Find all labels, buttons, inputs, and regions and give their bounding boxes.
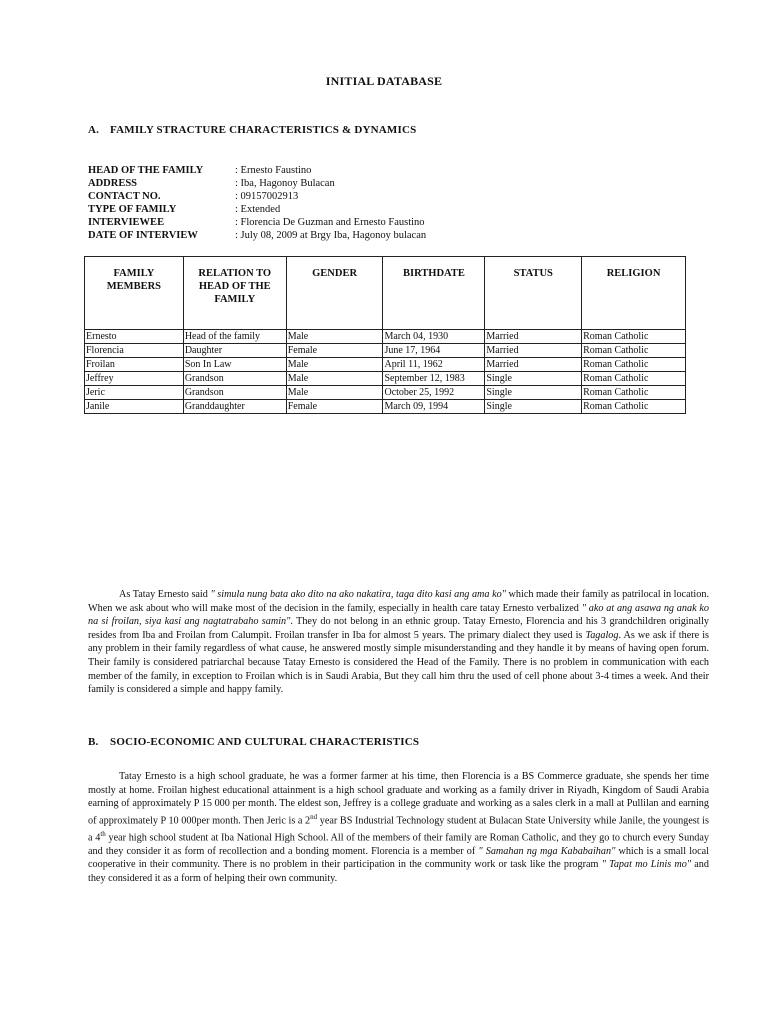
column-header: STATUS: [485, 257, 582, 330]
info-row: [88, 177, 426, 190]
table-cell: Married: [485, 344, 582, 358]
info-label: TYPE OF FAMILY: [88, 204, 177, 215]
column-header: FAMILY MEMBERS: [85, 257, 184, 330]
section-a-title: FAMILY STRACTURE CHARACTERISTICS & DYNAMICS: [110, 124, 417, 136]
table-cell: Roman Catholic: [582, 358, 686, 372]
text-run: . They do not belong in an ethnic group. Tatay Ernesto, Florencia and his 3 grandchildren originally resides from Iba and Froilan from Calumpit. Froilan transfer in Iba for almost 5 years. The primary dialect they used is: [88, 616, 710, 641]
table-cell: Male: [286, 386, 383, 400]
section-a-letter: A.: [88, 124, 100, 136]
table-cell: Female: [286, 400, 383, 414]
table-cell: Janile: [85, 400, 184, 414]
table-cell: Female: [286, 344, 383, 358]
table-cell: Roman Catholic: [582, 330, 686, 344]
info-row: [88, 216, 426, 229]
section-a-heading: [88, 124, 416, 136]
text-run: and they considered it as a form of helping their own community.: [88, 859, 709, 884]
table-cell: Jeffrey: [85, 372, 184, 386]
section-b-title: SOCIO-ECONOMIC AND CULTURAL CHARACTERISTICS: [110, 736, 420, 748]
family-members-table: [84, 256, 686, 414]
section-b-heading: [88, 736, 419, 748]
table-cell: Married: [485, 358, 582, 372]
table-cell: Froilan: [85, 358, 184, 372]
info-row: [88, 229, 426, 242]
column-header: RELIGION: [582, 257, 686, 330]
info-label: DATE OF INTERVIEW: [88, 230, 198, 241]
table-cell: Ernesto: [85, 330, 184, 344]
text-run: which is a small local cooperative in their community. There is no problem in their participation in the community work or task like the program: [88, 845, 709, 871]
table-cell: Single: [485, 386, 582, 400]
text-run: Tatay Ernesto is a high school graduate, he was a former farmer at his time, then Florencia is a BS Commerce graduate, she spends her time mostly at home. Froilan highest educational attainment is a high school graduate and working as a family driver in Riyadh, Kingdom of Saudi Arabia earning of approximately P 15 000 per month. The eldest son, Jeffrey is a college graduate and working as a sales clerk in a mall at Pullilan and earning of approximately P 10 000per month. Then Jeric is a 2: [88, 771, 709, 827]
table-header-row: [85, 257, 686, 330]
table-cell: Roman Catholic: [582, 372, 686, 386]
table-cell: Male: [286, 330, 383, 344]
info-label: CONTACT NO.: [88, 191, 161, 202]
text-run: year BS Industrial Technology student at Bulacan State University while Janile, the youngest is a 4: [88, 815, 709, 844]
info-label: ADDRESS: [88, 178, 138, 189]
info-value: : Iba, Hagonoy Bulacan: [235, 178, 335, 189]
table-cell: Single: [485, 372, 582, 386]
table-cell: March 04, 1930: [383, 330, 485, 344]
info-row: [88, 190, 426, 203]
table-cell: October 25, 1992: [383, 386, 485, 400]
page-title: INITIAL DATABASE: [325, 74, 443, 88]
table-cell: Son In Law: [183, 358, 286, 372]
quote-run: " ako at ang asawa ng anak ko na si froilan, siya kasi ang nagtatrabaho samin": [88, 602, 709, 628]
info-row: [88, 164, 426, 177]
quote-run: " Tapat mo Linis mo": [601, 859, 692, 871]
info-label: INTERVIEWEE: [88, 217, 165, 228]
quote-run: " simula nung bata ako dito na ako nakatira, taga dito kasi ang ama ko": [210, 589, 506, 600]
info-value: : Florencia De Guzman and Ernesto Faustino: [235, 217, 425, 228]
family-dynamics-paragraph: [88, 588, 709, 697]
table-cell: Head of the family: [183, 330, 286, 344]
table-cell: Granddaughter: [183, 400, 286, 414]
info-value: : Ernesto Faustino: [235, 165, 312, 176]
table-cell: Florencia: [85, 344, 184, 358]
superscript: nd: [310, 812, 318, 821]
table-row: [85, 400, 686, 414]
table-row: [85, 386, 686, 400]
info-value: : July 08, 2009 at Brgy Iba, Hagonoy bulacan: [235, 230, 427, 241]
table-cell: June 17, 1964: [383, 344, 485, 358]
info-row: [88, 203, 426, 216]
table-cell: April 11, 1962: [383, 358, 485, 372]
table-row: [85, 344, 686, 358]
text-run: . As we ask if there is any problem in their family regardless of what cause, he answered mostly simple misunderstanding and they handle it by means of having open forum. Their family is considered patriarchal because Tatay Ernesto is considered the Head of the Family. There is no problem in communication with each member of the family, in exception to Froilan which is in Saudi Arabia, But they call him thru the used of cell phone about 3-4 times a week. And their family is considered a simple and happy family.: [88, 629, 709, 696]
quote-run: Tagalog: [585, 629, 619, 641]
table-cell: Male: [286, 372, 383, 386]
table-row: [85, 330, 686, 344]
table-cell: Male: [286, 358, 383, 372]
column-header: RELATION TO HEAD OF THE FAMILY: [183, 257, 286, 330]
column-header: BIRTHDATE: [383, 257, 485, 330]
family-info: [88, 164, 426, 242]
table-cell: Grandson: [183, 386, 286, 400]
superscript: th: [100, 829, 106, 838]
table-cell: Jeric: [85, 386, 184, 400]
info-label: HEAD OF THE FAMILY: [88, 165, 204, 176]
section-b-letter: B.: [88, 736, 99, 748]
table-cell: Grandson: [183, 372, 286, 386]
table-row: [85, 372, 686, 386]
table-cell: September 12, 1983: [383, 372, 485, 386]
text-run: year high school student at Iba National High School. All of the members of their family are Roman Catholic, and they go to church every Sunday and they consider it as form of recollection and a bonding moment. Florencia is a member of: [88, 832, 709, 857]
table-cell: Roman Catholic: [582, 344, 686, 358]
table-cell: Single: [485, 400, 582, 414]
info-value: : 09157002913: [235, 191, 299, 202]
column-header: GENDER: [286, 257, 383, 330]
table-row: [85, 358, 686, 372]
table-cell: March 09, 1994: [383, 400, 485, 414]
table-cell: Roman Catholic: [582, 400, 686, 414]
socio-economic-paragraph: [88, 770, 709, 886]
table-cell: Roman Catholic: [582, 386, 686, 400]
table-cell: Daughter: [183, 344, 286, 358]
text-run: which made their family as patrilocal in location. When we ask about who will make most of the decision in the family, especially in health care tatay Ernesto verbalized: [88, 589, 709, 614]
table-cell: Married: [485, 330, 582, 344]
quote-run: " Samahan ng mga Kababaihan": [478, 845, 616, 857]
info-value: : Extended: [235, 204, 281, 215]
text-run: As Tatay Ernesto said: [119, 589, 211, 600]
